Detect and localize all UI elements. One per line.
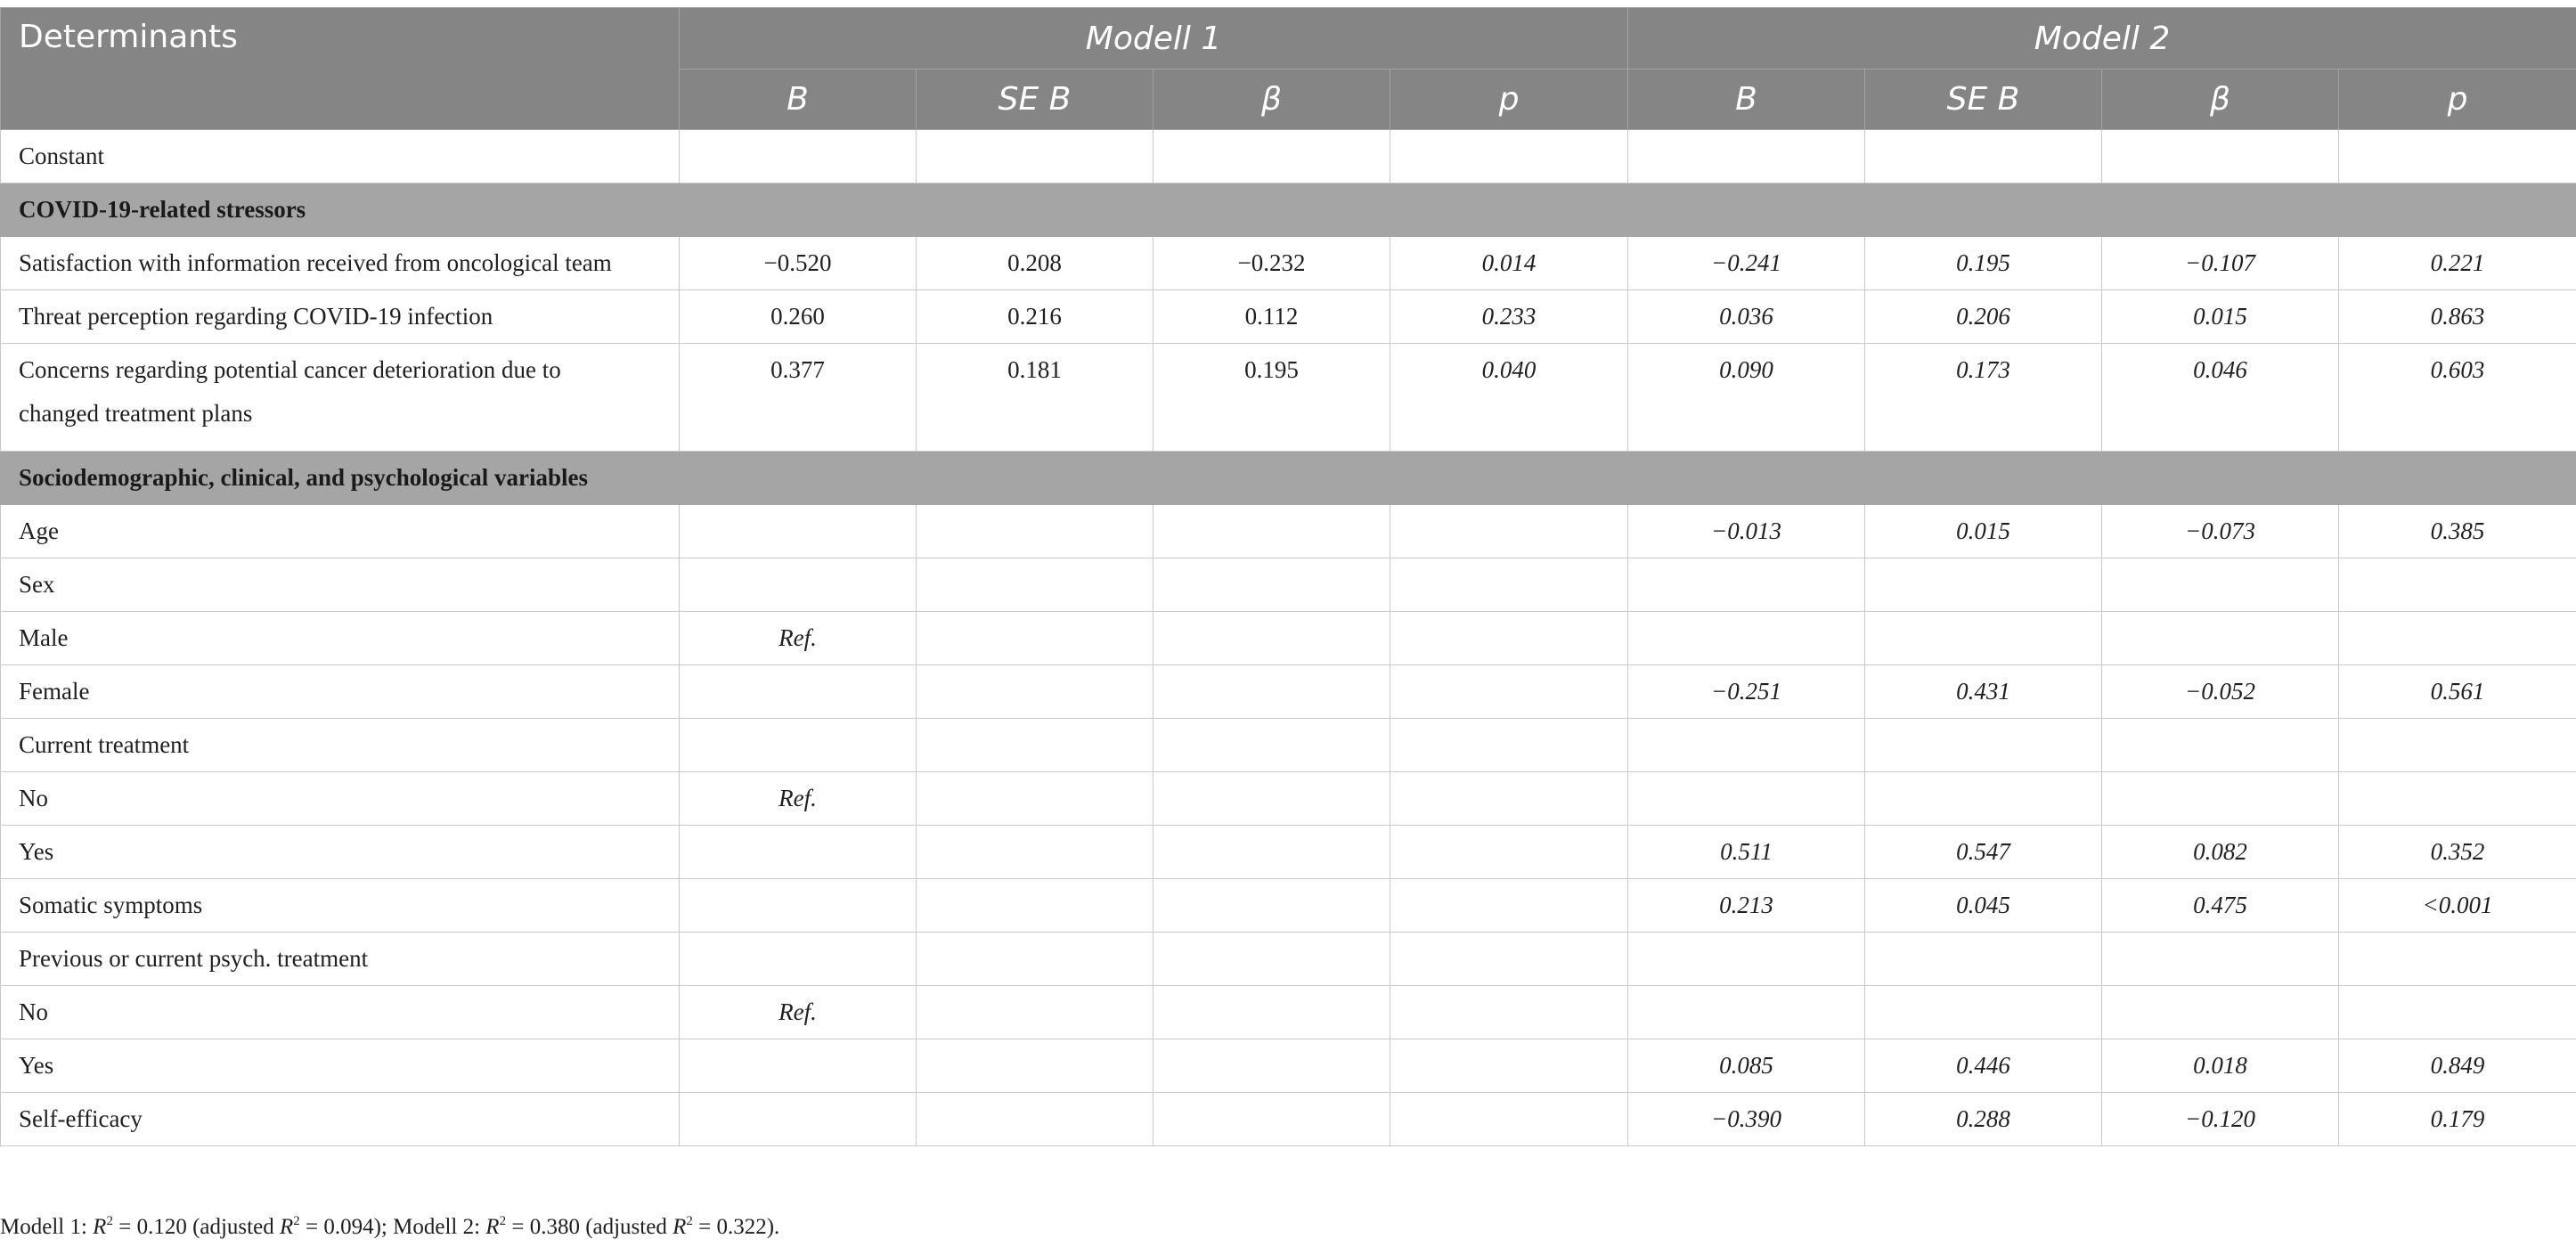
- table-cell: [680, 879, 917, 933]
- table-cell: [917, 665, 1153, 719]
- table-cell: [1390, 665, 1628, 719]
- table-cell: 0.015: [1865, 505, 2102, 558]
- table-cell: 0.082: [2102, 826, 2339, 879]
- table-cell: −0.120: [2102, 1093, 2339, 1146]
- row-label: Threat perception regarding COVID-19 infection: [1, 290, 680, 344]
- row-label: Yes: [1, 1039, 680, 1093]
- table-cell: [1390, 505, 1628, 558]
- table-row: [1, 237, 2576, 290]
- table-cell: −0.073: [2102, 505, 2339, 558]
- table-cell: 0.181: [917, 344, 1153, 452]
- table-cell: −0.520: [680, 237, 917, 290]
- table-cell: [1390, 986, 1628, 1039]
- table-cell: 0.206: [1865, 290, 2102, 344]
- table-cell: [917, 933, 1153, 986]
- table-cell: 0.208: [917, 237, 1153, 290]
- table-cell: 0.547: [1865, 826, 2102, 879]
- table-cell: 0.018: [2102, 1039, 2339, 1093]
- table-cell: 0.431: [1865, 665, 2102, 719]
- table-cell: 0.603: [2339, 344, 2576, 452]
- table-cell: [1153, 986, 1390, 1039]
- table-cell: 0.014: [1390, 237, 1628, 290]
- table-cell: [1153, 1093, 1390, 1146]
- table-cell: [1628, 719, 1865, 772]
- table-cell: [2102, 986, 2339, 1039]
- note-superscript: 2: [293, 1214, 300, 1228]
- table-cell: 0.377: [680, 344, 917, 452]
- table-cell: 0.036: [1628, 290, 1865, 344]
- note-separator: ;: [380, 1215, 394, 1239]
- table-cell: [1865, 719, 2102, 772]
- note-r-symbol: R: [279, 1215, 294, 1239]
- table-cell: 0.849: [2339, 1039, 2576, 1093]
- model2-header: Modell 2: [1628, 8, 2576, 69]
- table-cell: [680, 1093, 917, 1146]
- table-cell: [2339, 933, 2576, 986]
- table-cell: −0.390: [1628, 1093, 1865, 1146]
- table-row: [1, 986, 2576, 1039]
- table-cell: [917, 879, 1153, 933]
- table-cell: [2339, 986, 2576, 1039]
- note-equals: =: [112, 1215, 137, 1239]
- table-cell: 0.385: [2339, 505, 2576, 558]
- table-cell: −0.013: [1628, 505, 1865, 558]
- note-close: ): [373, 1215, 381, 1239]
- row-label: Concerns regarding potential cancer deterioration due to changed treatment plans: [1, 344, 680, 452]
- table-cell: [680, 826, 917, 879]
- table-row: [1, 290, 2576, 344]
- note-superscript: 2: [499, 1214, 507, 1228]
- row-label: Age: [1, 505, 680, 558]
- table-cell: 0.216: [917, 290, 1153, 344]
- table-cell: [917, 1039, 1153, 1093]
- col-b-m2: B: [1628, 69, 1865, 130]
- table-cell: [1628, 986, 1865, 1039]
- table-cell: [1865, 772, 2102, 826]
- table-cell: [2102, 558, 2339, 612]
- table-cell: [2102, 719, 2339, 772]
- section-heading: COVID-19-related stressors: [1, 183, 2576, 237]
- row-label: Sex: [1, 558, 680, 612]
- col-beta-m1: β: [1153, 69, 1390, 130]
- table-cell: [1628, 612, 1865, 665]
- table-cell: [1390, 826, 1628, 879]
- table-cell: 0.040: [1390, 344, 1628, 452]
- table-cell: [1628, 933, 1865, 986]
- table-cell: [1153, 826, 1390, 879]
- table-cell: 0.561: [2339, 665, 2576, 719]
- row-label: No: [1, 986, 680, 1039]
- table-cell: [2102, 130, 2339, 183]
- col-beta-m2: β: [2102, 69, 2339, 130]
- table-row: [1, 879, 2576, 933]
- col-p-m1: p: [1390, 69, 1628, 130]
- row-label: Current treatment: [1, 719, 680, 772]
- table-cell: [1153, 130, 1390, 183]
- table-cell: [917, 1093, 1153, 1146]
- table-cell: [1628, 130, 1865, 183]
- table-cell: 0.446: [1865, 1039, 2102, 1093]
- table-footnote: [0, 1215, 779, 1240]
- table-cell: 0.511: [1628, 826, 1865, 879]
- table-cell: Ref.: [680, 986, 917, 1039]
- table-row: [1, 130, 2576, 183]
- note-r-symbol: R: [93, 1215, 107, 1239]
- section-row: [1, 452, 2576, 505]
- table-cell: [1865, 933, 2102, 986]
- col-b-m1: B: [680, 69, 917, 130]
- table-cell: [1153, 719, 1390, 772]
- table-row: [1, 826, 2576, 879]
- table-cell: [1628, 772, 1865, 826]
- note-superscript: 2: [686, 1214, 693, 1228]
- table-cell: 0.233: [1390, 290, 1628, 344]
- table-cell: [1153, 558, 1390, 612]
- note-equals: =: [506, 1215, 530, 1239]
- table-cell: −0.052: [2102, 665, 2339, 719]
- table-cell: 0.863: [2339, 290, 2576, 344]
- table-cell: 0.195: [1865, 237, 2102, 290]
- table-cell: 0.015: [2102, 290, 2339, 344]
- table-cell: [2339, 719, 2576, 772]
- table-cell: [1153, 505, 1390, 558]
- table-cell: [917, 130, 1153, 183]
- table-cell: 0.112: [1153, 290, 1390, 344]
- table-cell: [680, 933, 917, 986]
- table-body: [1, 130, 2576, 1146]
- note-equals: =: [299, 1215, 324, 1239]
- table-cell: 0.475: [2102, 879, 2339, 933]
- note-model1-label: Modell 1:: [0, 1215, 94, 1239]
- table-row: [1, 612, 2576, 665]
- regression-table: [0, 7, 2576, 1146]
- table-cell: [680, 558, 917, 612]
- table-row: [1, 719, 2576, 772]
- table-cell: [1153, 612, 1390, 665]
- table-cell: 0.090: [1628, 344, 1865, 452]
- table-cell: Ref.: [680, 772, 917, 826]
- table-row: [1, 665, 2576, 719]
- table-cell: 0.173: [1865, 344, 2102, 452]
- table-cell: [1390, 1093, 1628, 1146]
- table-cell: <0.001: [2339, 879, 2576, 933]
- col-seb-m2: SE B: [1865, 69, 2102, 130]
- table-cell: [1390, 933, 1628, 986]
- table-cell: 0.195: [1153, 344, 1390, 452]
- table-cell: [1390, 1039, 1628, 1093]
- table-cell: [1865, 612, 2102, 665]
- table-cell: [2102, 612, 2339, 665]
- determinants-header: Determinants: [1, 8, 680, 130]
- table-cell: −0.251: [1628, 665, 1865, 719]
- table-cell: [1865, 986, 2102, 1039]
- note-model2-r2: 0.380: [529, 1215, 580, 1239]
- table-row: [1, 505, 2576, 558]
- col-p-m2: p: [2339, 69, 2576, 130]
- table-cell: [1390, 612, 1628, 665]
- table-header: [1, 8, 2576, 130]
- table-cell: [1390, 130, 1628, 183]
- row-label: Self-efficacy: [1, 1093, 680, 1146]
- table-cell: [1153, 665, 1390, 719]
- table-cell: [1865, 130, 2102, 183]
- table-cell: [1390, 558, 1628, 612]
- table-cell: [1390, 879, 1628, 933]
- row-label: Yes: [1, 826, 680, 879]
- table-row: [1, 1039, 2576, 1093]
- table-cell: [917, 772, 1153, 826]
- table-cell: [917, 826, 1153, 879]
- table-cell: [680, 1039, 917, 1093]
- note-superscript: 2: [106, 1214, 113, 1228]
- table-cell: −0.241: [1628, 237, 1865, 290]
- table-cell: [1153, 1039, 1390, 1093]
- note-adjusted-label: (adjusted: [186, 1215, 280, 1239]
- table-cell: [1628, 558, 1865, 612]
- note-equals: =: [692, 1215, 717, 1239]
- table-cell: [917, 505, 1153, 558]
- table-cell: [680, 505, 917, 558]
- table-cell: Ref.: [680, 612, 917, 665]
- table-cell: [2102, 772, 2339, 826]
- table-cell: [917, 558, 1153, 612]
- note-model2-adjusted: 0.322: [716, 1215, 767, 1239]
- table-cell: 0.046: [2102, 344, 2339, 452]
- table-cell: 0.260: [680, 290, 917, 344]
- table-row: [1, 1093, 2576, 1146]
- note-adjusted-label: (adjusted: [579, 1215, 673, 1239]
- row-label: Satisfaction with information received from oncological team: [1, 237, 680, 290]
- note-model1-adjusted: 0.094: [323, 1215, 374, 1239]
- table-cell: 0.352: [2339, 826, 2576, 879]
- row-label: Male: [1, 612, 680, 665]
- table-cell: 0.221: [2339, 237, 2576, 290]
- table-row: [1, 772, 2576, 826]
- table-cell: [680, 665, 917, 719]
- table-cell: [2339, 130, 2576, 183]
- table-cell: [1153, 879, 1390, 933]
- col-seb-m1: SE B: [917, 69, 1153, 130]
- table-cell: [2339, 772, 2576, 826]
- note-r-symbol: R: [673, 1215, 687, 1239]
- model1-header: Modell 1: [680, 8, 1628, 69]
- table-cell: [1153, 933, 1390, 986]
- table-cell: 0.085: [1628, 1039, 1865, 1093]
- table-cell: [917, 612, 1153, 665]
- table-cell: [1153, 772, 1390, 826]
- table-cell: [680, 719, 917, 772]
- row-label: Constant: [1, 130, 680, 183]
- table-cell: [2339, 612, 2576, 665]
- note-model2-label: Modell 2:: [393, 1215, 486, 1239]
- note-model1-r2: 0.120: [136, 1215, 187, 1239]
- table-cell: 0.045: [1865, 879, 2102, 933]
- table-cell: [917, 719, 1153, 772]
- table-cell: [1865, 558, 2102, 612]
- table-cell: 0.288: [1865, 1093, 2102, 1146]
- table-row: [1, 344, 2576, 452]
- note-r-symbol: R: [485, 1215, 500, 1239]
- row-label: Somatic symptoms: [1, 879, 680, 933]
- table-cell: [2339, 558, 2576, 612]
- table-cell: −0.107: [2102, 237, 2339, 290]
- table-cell: 0.213: [1628, 879, 1865, 933]
- section-heading: Sociodemographic, clinical, and psychological variables: [1, 452, 2576, 505]
- table-cell: [1390, 719, 1628, 772]
- row-label: Female: [1, 665, 680, 719]
- table-row: [1, 933, 2576, 986]
- table-cell: [917, 986, 1153, 1039]
- section-row: [1, 183, 2576, 237]
- row-label: Previous or current psych. treatment: [1, 933, 680, 986]
- table-cell: 0.179: [2339, 1093, 2576, 1146]
- regression-table-container: [0, 7, 2576, 1146]
- table-cell: [680, 130, 917, 183]
- table-row: [1, 558, 2576, 612]
- table-cell: [1390, 772, 1628, 826]
- note-end: ).: [766, 1215, 780, 1239]
- table-cell: [2102, 933, 2339, 986]
- row-label: No: [1, 772, 680, 826]
- table-cell: −0.232: [1153, 237, 1390, 290]
